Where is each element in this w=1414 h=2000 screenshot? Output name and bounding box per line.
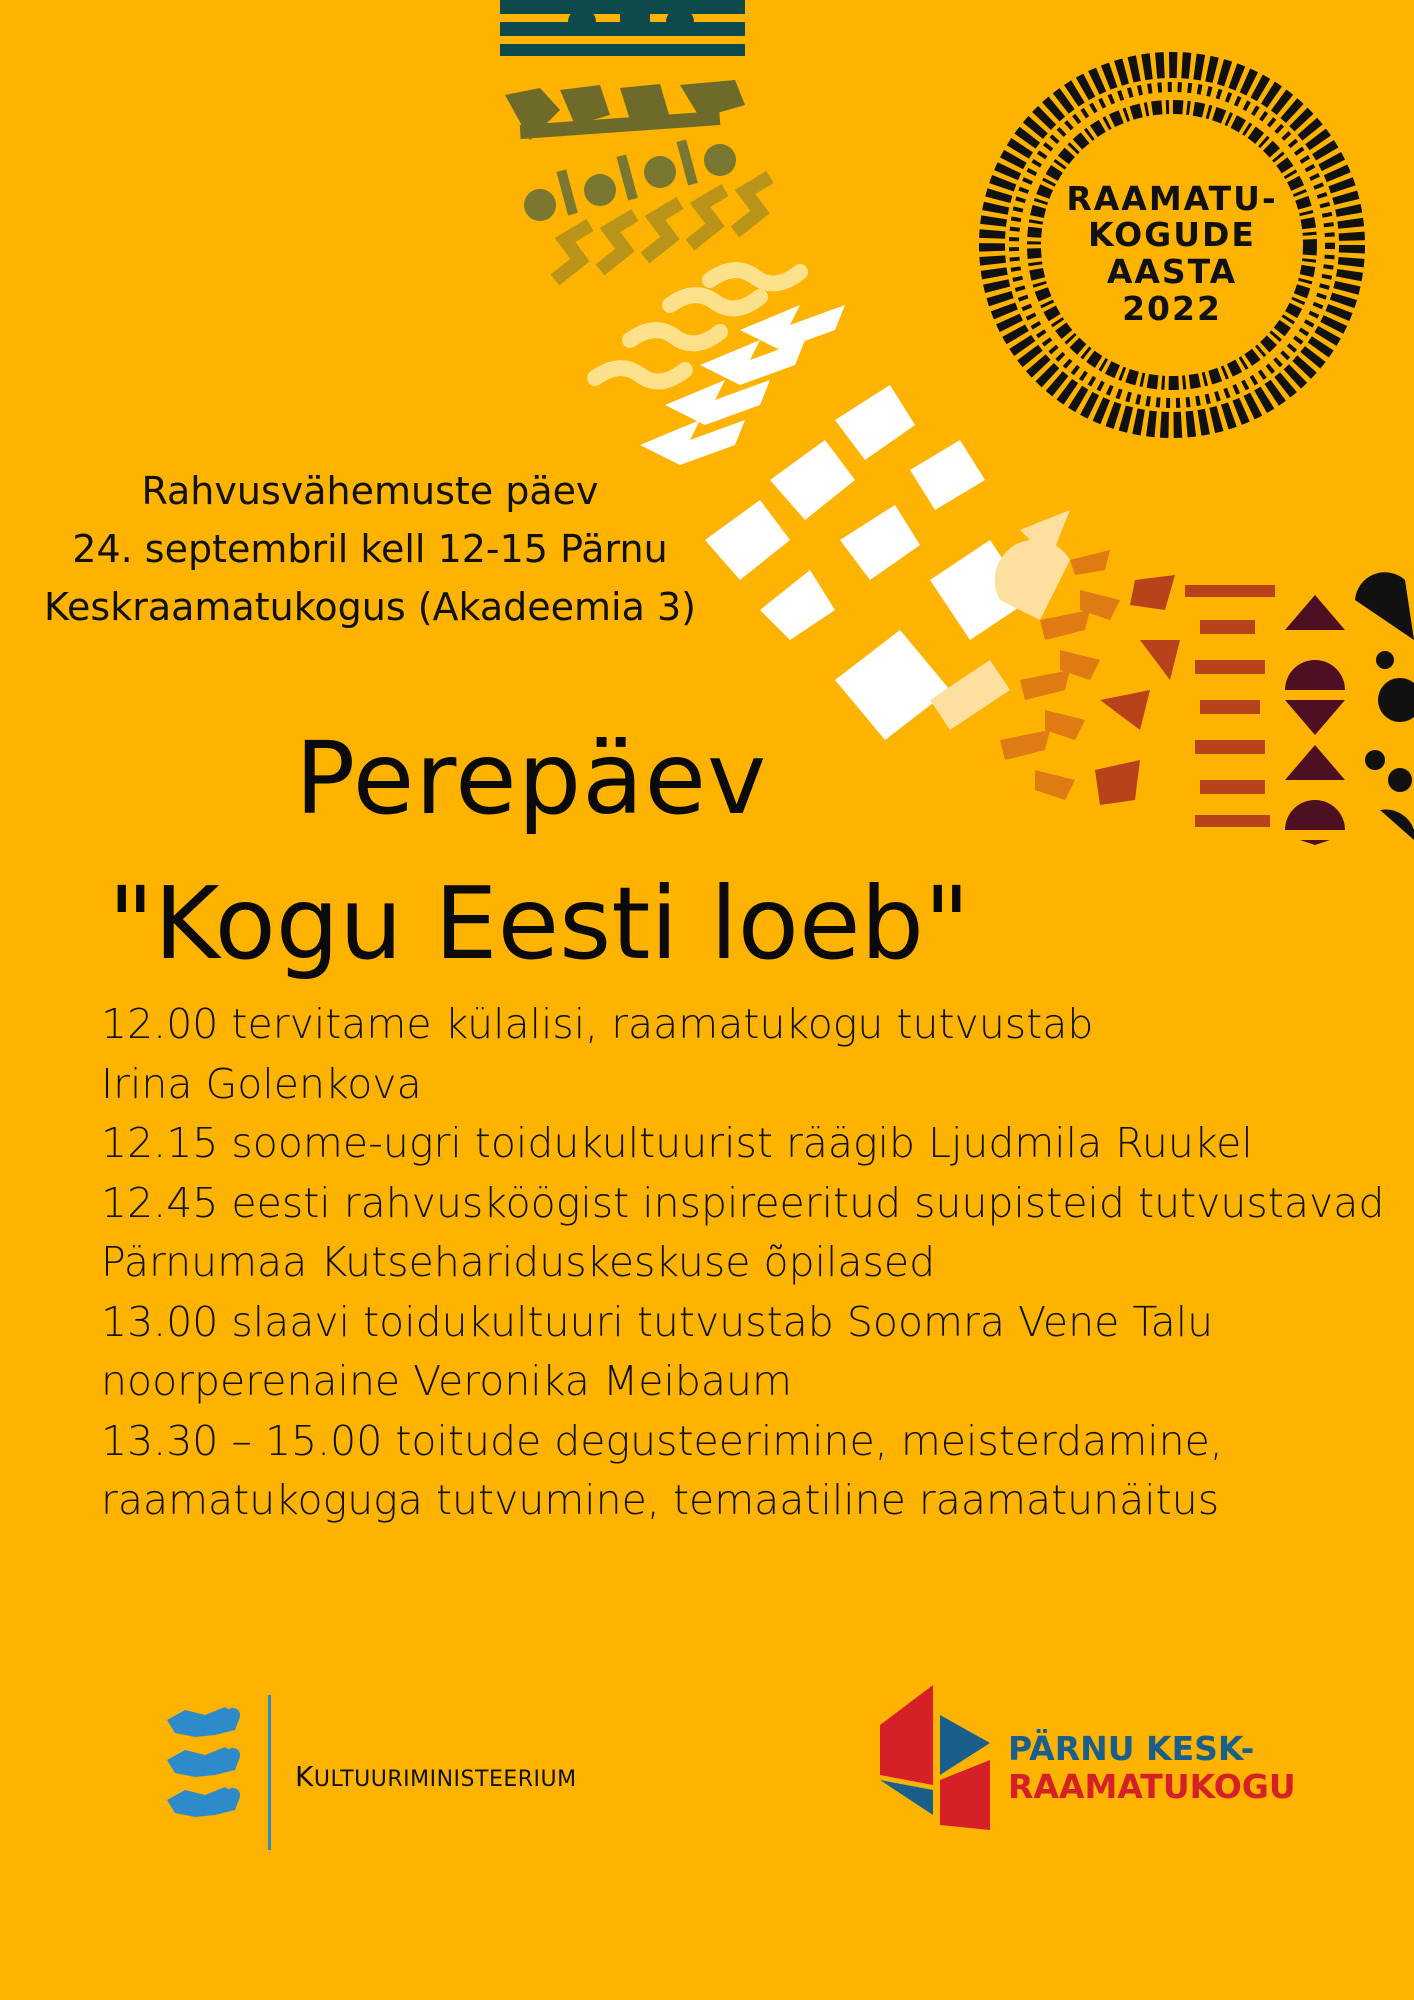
ornament-band-plum <box>1285 595 1345 845</box>
library-year-seal <box>992 65 1352 425</box>
seal-line-2: KOGUDE <box>1088 215 1256 254</box>
program-line: raamatukoguga tutvumine, temaatiline raamatunäitus <box>101 1476 1220 1524</box>
program-line: 13.30 – 15.00 toitude degusteerimine, meisterdamine, <box>101 1416 1223 1465</box>
program-line: Irina Golenkova <box>101 1059 422 1108</box>
ministry-name <box>295 1760 577 1793</box>
program-line: 12.00 tervitame külalisi, raamatukogu tutvustab <box>101 1000 1094 1048</box>
three-lions-coat-of-arms-icon <box>167 1707 240 1817</box>
program-line: 13.00 slaavi toidukultuuri tutvustab Soomra Vene Talu <box>101 1297 1214 1346</box>
program-line: Pärnumaa Kutsehariduskeskuse õpilased <box>101 1238 936 1286</box>
program-schedule <box>101 995 1384 1531</box>
event-info-line: Keskraamatukogus (Akadeemia 3) <box>44 585 696 629</box>
library-name <box>1008 1730 1296 1806</box>
program-line: noorperenaine Veronika Meibaum <box>101 1357 792 1405</box>
event-info <box>20 462 720 636</box>
event-title: Perepäev <box>295 720 768 837</box>
ornament-band-olive <box>505 80 745 140</box>
ministry-name-cap: K <box>295 1760 314 1793</box>
library-name-line-1: PÄRNU KESK- <box>1008 1729 1255 1768</box>
ornament-band-rust <box>1095 575 1275 827</box>
event-info-line: 24. septembril kell 12-15 Pärnu <box>72 527 668 571</box>
program-line: 12.15 soome-ugri toidukultuurist räägib Ljudmila Ruukel <box>101 1119 1253 1167</box>
event-info-line: Rahvusvähemuste päev <box>141 469 599 513</box>
ornament-band-black <box>1355 572 1414 840</box>
seal-line-3: AASTA <box>1106 252 1238 291</box>
ornament-band-teal <box>500 0 745 56</box>
seal-line-4: 2022 <box>1122 289 1222 328</box>
seal-line-1: RAAMATU- <box>1066 179 1278 218</box>
program-line: 12.45 eesti rahvusköögist inspireeritud suupisteid tutvustavad <box>101 1178 1385 1227</box>
ministry-name-rest: ULTUURIMINISTEERIUM <box>313 1767 577 1792</box>
event-subtitle: "Kogu Eesti loeb" <box>108 865 970 982</box>
library-name-line-2: RAAMATUKOGU <box>1008 1767 1296 1806</box>
